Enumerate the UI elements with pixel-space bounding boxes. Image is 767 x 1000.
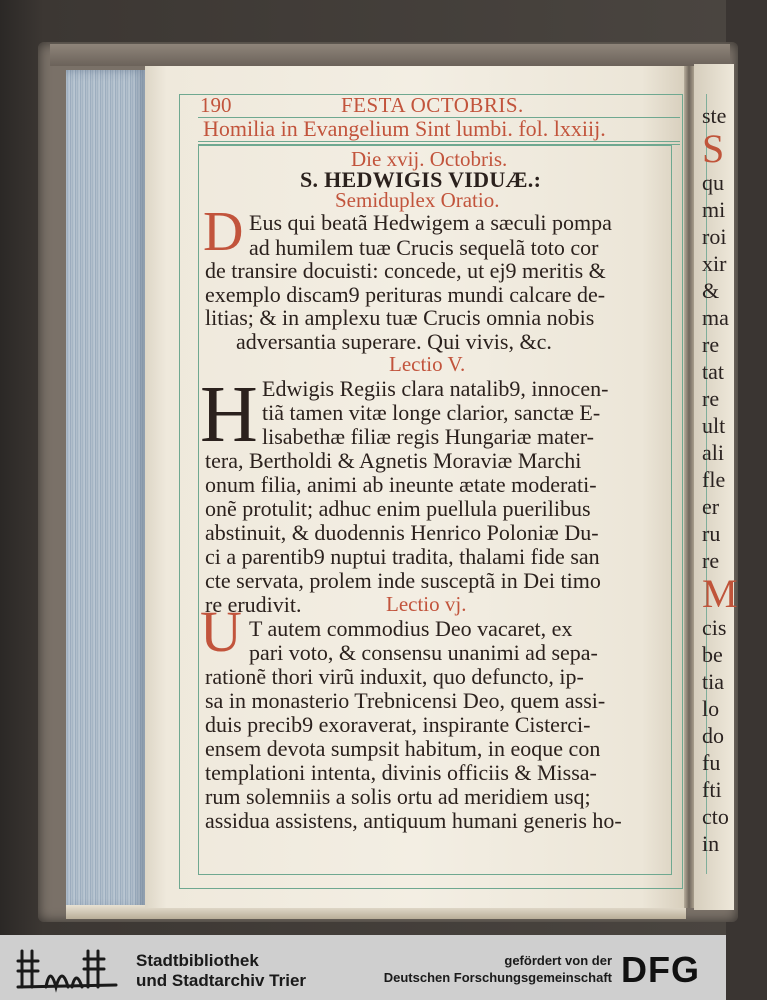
oratio-drop-cap: D — [203, 201, 244, 263]
funding-note-line2: Deutschen Forschungsgemeinschaft — [383, 970, 612, 985]
saint-title: S. HEDWIGIS VIDUÆ.: — [300, 167, 542, 192]
right-page-fragment: qu — [702, 170, 724, 195]
lectio-vi-line: duis precib9 exoraverat, inspirante Cisterci- — [205, 712, 591, 737]
right-page-fragment: re — [702, 548, 720, 573]
right-page-fragment: lo — [702, 696, 720, 721]
oratio-line: adversantia superare. Qui vivis, &c. — [236, 329, 552, 354]
lectio-vi-line: templationi intenta, divinis officiis & Missa- — [205, 760, 597, 785]
right-page-fragment: do — [702, 723, 724, 748]
right-page-fragment: er — [702, 494, 720, 519]
lectio-vi-line: rum solemniis a solis ortu ad meridiem usq; — [205, 784, 591, 809]
right-page-text-fragments — [702, 102, 738, 857]
lectio-v-line: cte servata, prolem inde susceptã in Dei timo — [205, 568, 601, 593]
funding-note — [384, 952, 612, 986]
office-rank: Semiduplex Oratio. — [335, 188, 500, 212]
header-rule-bottom-2 — [198, 144, 680, 145]
right-page-fragment: roi — [702, 224, 727, 249]
right-page-fragment: in — [702, 831, 720, 856]
homilia-reference: Homilia in Evangelium Sint lumbi. fol. lxxiij. — [203, 116, 606, 141]
lectio-v-line: tiã tamen vitæ longe clarior, sanctæ E- — [262, 400, 601, 425]
right-page-fragment: be — [702, 642, 723, 667]
right-page-fragment: M — [702, 571, 738, 616]
right-page-fragment: ste — [702, 103, 727, 128]
lectio-vi-line: assidua assistens, antiquum humani generis ho- — [205, 808, 622, 833]
library-name-line2: und Stadtarchiv Trier — [136, 971, 307, 990]
book-gutter — [684, 66, 694, 908]
lectio-v-line: onum filia, animi ab ineunte ætate moderati- — [205, 472, 597, 497]
lectio-vi-line: rationẽ thori virũ induxit, quo defuncto, ip- — [205, 664, 584, 689]
oratio-line: ad humilem tuæ Crucis sequelã toto cor — [249, 235, 599, 260]
right-page-fragment: re — [702, 332, 720, 357]
right-page-fragment: tia — [702, 669, 724, 694]
lectio-v-line: re erudivit. — [205, 592, 302, 617]
right-page-fragment: cto — [702, 804, 729, 829]
right-page-fragment: re — [702, 386, 720, 411]
right-page-fragment: ali — [702, 440, 724, 465]
right-page-fragment: S — [702, 126, 725, 171]
oratio-line: exemplo discam9 perituras mundi calcare de- — [205, 282, 606, 307]
library-name — [136, 951, 306, 991]
lectio-v-line: ci a parentib9 nuptui tradita, thalami fide san — [205, 544, 600, 569]
right-page-fragment: ult — [702, 413, 726, 438]
right-page-fragment: fu — [702, 750, 721, 775]
lectio-v-line: tera, Bertholdi & Agnetis Moraviæ Marchi — [205, 448, 582, 473]
lectio-v-line: abstinuit, & duodennis Henrico Poloniæ Du- — [205, 520, 599, 545]
lectio-vi-line: pari voto, & consensu unanimi ad sepa- — [249, 640, 598, 665]
library-name-line1: Stadtbibliothek — [136, 951, 259, 970]
lectio-vi-line: T autem commodius Deo vacaret, ex — [249, 616, 573, 641]
right-page-fragment: tat — [702, 359, 724, 384]
lectio-v-heading: Lectio V. — [389, 352, 466, 376]
lectio-v-drop-cap: H — [200, 371, 258, 459]
lectio-v-line: onẽ protulit; adhuc enim puellula puerilibus — [205, 496, 591, 521]
lectio-vi-line: sa in monasterio Trebnicensi Deo, quem assi- — [205, 688, 606, 713]
lectio-vi-drop-cap: U — [200, 599, 242, 664]
lectio-v-line: Edwigis Regiis clara natalib9, innocen- — [262, 376, 609, 401]
oratio-line: Eus qui beatã Hedwigem a sæculi pompa — [249, 210, 612, 235]
lectio-vi-line: ensem devota sumpsit habitum, in eoque con — [205, 736, 601, 761]
right-page-fragment: fle — [702, 467, 726, 492]
page-block-fore-edge — [66, 70, 146, 910]
funding-note-line1: gefördert von der — [504, 953, 612, 968]
manuscript-page-right-partial — [694, 64, 738, 910]
right-page-fragment: fti — [702, 777, 722, 802]
stadtbibliothek-logo-icon — [16, 943, 128, 991]
right-page-fragment: ru — [702, 521, 721, 546]
feast-date: Die xvij. Octobris. — [351, 147, 508, 171]
page-number: 190 — [200, 93, 232, 117]
right-page-fragment: & — [702, 278, 725, 303]
book-cover-top-edge — [50, 44, 730, 66]
right-page-fragment: xir — [702, 251, 727, 276]
oratio-line: litias; & in amplexu tuæ Crucis omnia nobis — [205, 305, 595, 330]
lectio-vi-heading: Lectio vj. — [386, 592, 467, 616]
dfg-logo: DFG — [621, 949, 700, 990]
right-page-fragment: cis — [702, 615, 727, 640]
footer-bar — [0, 935, 726, 1000]
right-page-fragment: mi — [702, 197, 726, 222]
running-head: FESTA OCTOBRIS. — [341, 93, 524, 117]
lectio-v-line: lisabethæ filiæ regis Hungariæ mater- — [262, 424, 594, 449]
right-page-fragment: ma — [702, 305, 729, 330]
oratio-line: de transire docuisti: concede, ut ej9 meritis & — [205, 258, 606, 283]
